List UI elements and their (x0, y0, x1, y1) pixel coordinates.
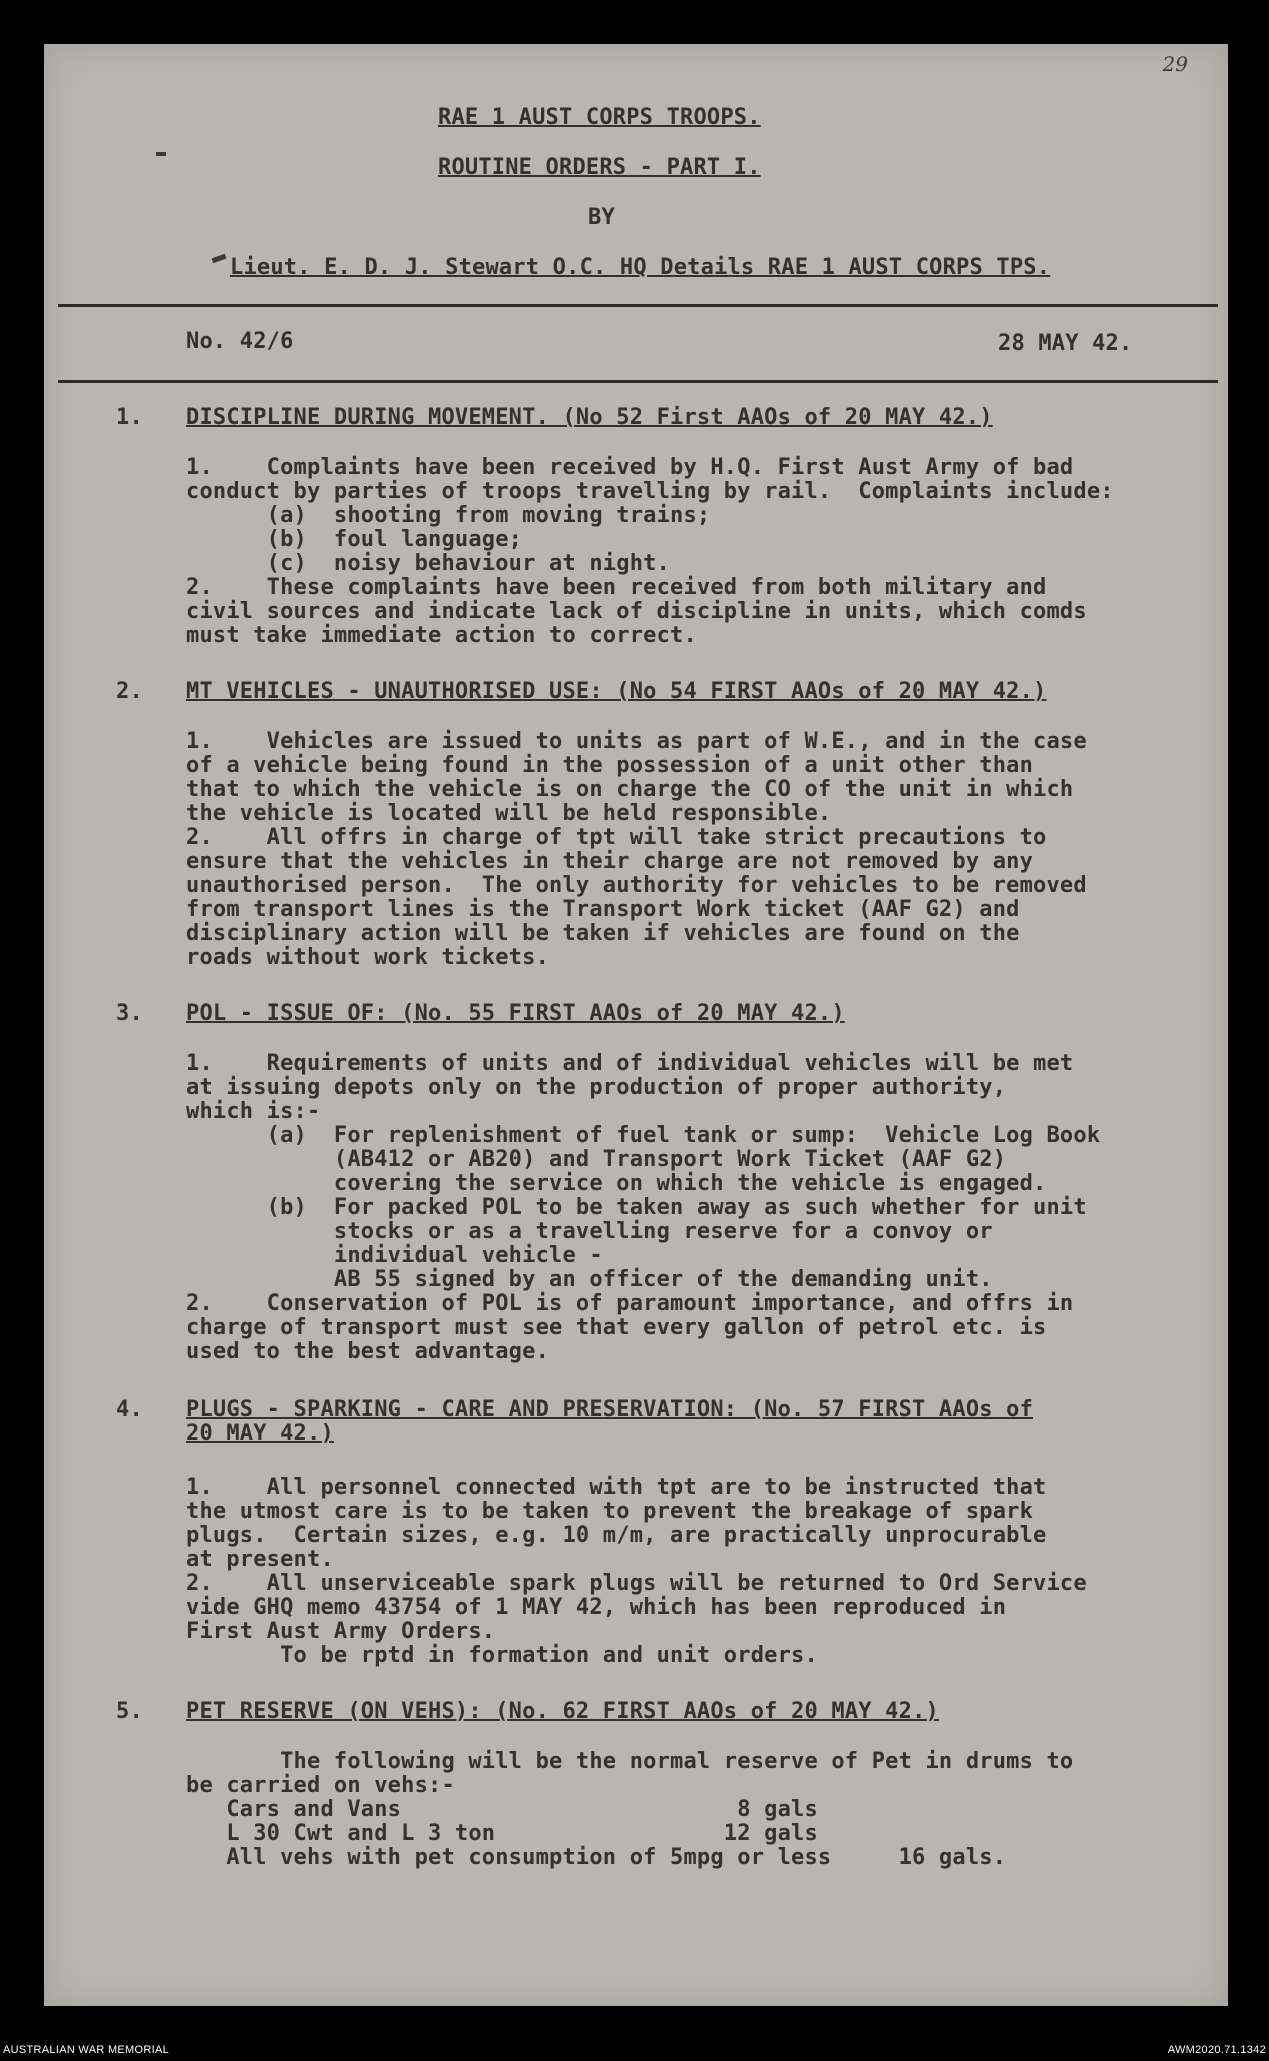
header-officer: Lieut. E. D. J. Stewart O.C. HQ Details RAE 1 AUST CORPS TPS. (230, 255, 1051, 280)
body-line: disciplinary action will be taken if vehicles are found on the (186, 921, 1020, 946)
body-line: of a vehicle being found in the possession of a unit other than (186, 753, 1034, 778)
body-line: L 30 Cwt and L 3 ton 12 gals (186, 1821, 818, 1846)
item-heading: DISCIPLINE DURING MOVEMENT. (No 52 First AAOs of 20 MAY 42.) (186, 405, 993, 430)
body-line: that to which the vehicle is on charge the CO of the unit in which (186, 777, 1074, 802)
item-heading: PET RESERVE (ON VEHS): (No. 62 FIRST AAOs of 20 MAY 42.) (186, 1699, 939, 1724)
body-line: The following will be the normal reserve of Pet in drums to (186, 1749, 1074, 1774)
footer-archive-name: AUSTRALIAN WAR MEMORIAL (3, 2044, 170, 2056)
body-line: must take immediate action to correct. (186, 623, 697, 648)
body-line: (b) foul language; (186, 527, 523, 552)
body-line: charge of transport must see that every gallon of petrol etc. is (186, 1315, 1047, 1340)
item-heading: POL - ISSUE OF: (No. 55 FIRST AAOs of 20 MAY 42.) (186, 1001, 845, 1026)
body-line: the vehicle is located will be held responsible. (186, 801, 832, 826)
body-line: 2. These complaints have been received from both military and (186, 575, 1047, 600)
body-line: (a) shooting from moving trains; (186, 503, 711, 528)
body-line: at issuing depots only on the production of proper authority, (186, 1075, 1007, 1100)
body-line: at present. (186, 1547, 334, 1572)
body-line: (AB412 or AB20) and Transport Work Ticket (AAF G2) (186, 1147, 1007, 1172)
body-line: roads without work tickets. (186, 945, 550, 970)
body-line: covering the service on which the vehicle is engaged. (186, 1171, 1047, 1196)
header-title: ROUTINE ORDERS - PART I. (438, 155, 761, 180)
document-page (44, 44, 1228, 2006)
body-line: 2. Conservation of POL is of paramount importance, and offrs in (186, 1291, 1074, 1316)
item-number: 2. (116, 679, 143, 704)
body-line: 2. All unserviceable spark plugs will be returned to Ord Service (186, 1571, 1087, 1596)
typewriter-mark (212, 254, 227, 263)
body-line: AB 55 signed by an officer of the demanding unit. (186, 1267, 993, 1292)
body-line: stocks or as a travelling reserve for a convoy or (186, 1219, 993, 1244)
typewriter-mark (156, 152, 166, 156)
body-line: be carried on vehs:- (186, 1773, 455, 1798)
order-number: No. 42/6 (186, 329, 294, 354)
item-number: 5. (116, 1699, 143, 1724)
body-line: First Aust Army Orders. (186, 1619, 496, 1644)
footer-accession-number: AWM2020.71.1342 (1167, 2044, 1266, 2056)
body-line: from transport lines is the Transport Work ticket (AAF G2) and (186, 897, 1020, 922)
body-line: (a) For replenishment of fuel tank or sump: Vehicle Log Book (186, 1123, 1101, 1148)
item-number: 1. (116, 405, 143, 430)
header-by: BY (588, 205, 615, 230)
page-number: 29 (1162, 52, 1188, 76)
body-line: which is:- (186, 1099, 321, 1124)
body-line: (c) noisy behaviour at night. (186, 551, 671, 576)
body-line: individual vehicle - (186, 1243, 603, 1268)
body-line: All vehs with pet consumption of 5mpg or less 16 gals. (186, 1845, 1007, 1870)
body-line: 2. All offrs in charge of tpt will take strict precautions to (186, 825, 1047, 850)
body-line: 1. All personnel connected with tpt are to be instructed that (186, 1475, 1047, 1500)
header-unit: RAE 1 AUST CORPS TROOPS. (438, 105, 761, 130)
item-heading: MT VEHICLES - UNAUTHORISED USE: (No 54 FIRST AAOs of 20 MAY 42.) (186, 679, 1047, 704)
body-line: the utmost care is to be taken to prevent the breakage of spark (186, 1499, 1034, 1524)
body-line: unauthorised person. The only authority for vehicles to be removed (186, 873, 1087, 898)
body-line: (b) For packed POL to be taken away as such whether for unit (186, 1195, 1087, 1220)
bottom-rule (58, 380, 1218, 383)
top-rule (58, 304, 1218, 307)
item-heading: PLUGS - SPARKING - CARE AND PRESERVATION: (No. 57 FIRST AAOs of (186, 1397, 1034, 1422)
body-line: vide GHQ memo 43754 of 1 MAY 42, which has been reproduced in (186, 1595, 1007, 1620)
item-number: 4. (116, 1397, 143, 1422)
body-line: civil sources and indicate lack of discipline in units, which comds (186, 599, 1087, 624)
body-line: Cars and Vans 8 gals (186, 1797, 818, 1822)
body-line: used to the best advantage. (186, 1339, 550, 1364)
body-line: ensure that the vehicles in their charge are not removed by any (186, 849, 1034, 874)
body-line: conduct by parties of troops travelling by rail. Complaints include: (186, 479, 1114, 504)
item-number: 3. (116, 1001, 143, 1026)
body-line: To be rptd in formation and unit orders. (186, 1643, 818, 1668)
order-date: 28 MAY 42. (998, 331, 1133, 356)
body-line: 1. Complaints have been received by H.Q. First Aust Army of bad (186, 455, 1074, 480)
item-heading-cont: 20 MAY 42.) (186, 1421, 334, 1446)
body-line: 1. Requirements of units and of individual vehicles will be met (186, 1051, 1074, 1076)
body-line: 1. Vehicles are issued to units as part of W.E., and in the case (186, 729, 1087, 754)
body-line: plugs. Certain sizes, e.g. 10 m/m, are practically unprocurable (186, 1523, 1047, 1548)
